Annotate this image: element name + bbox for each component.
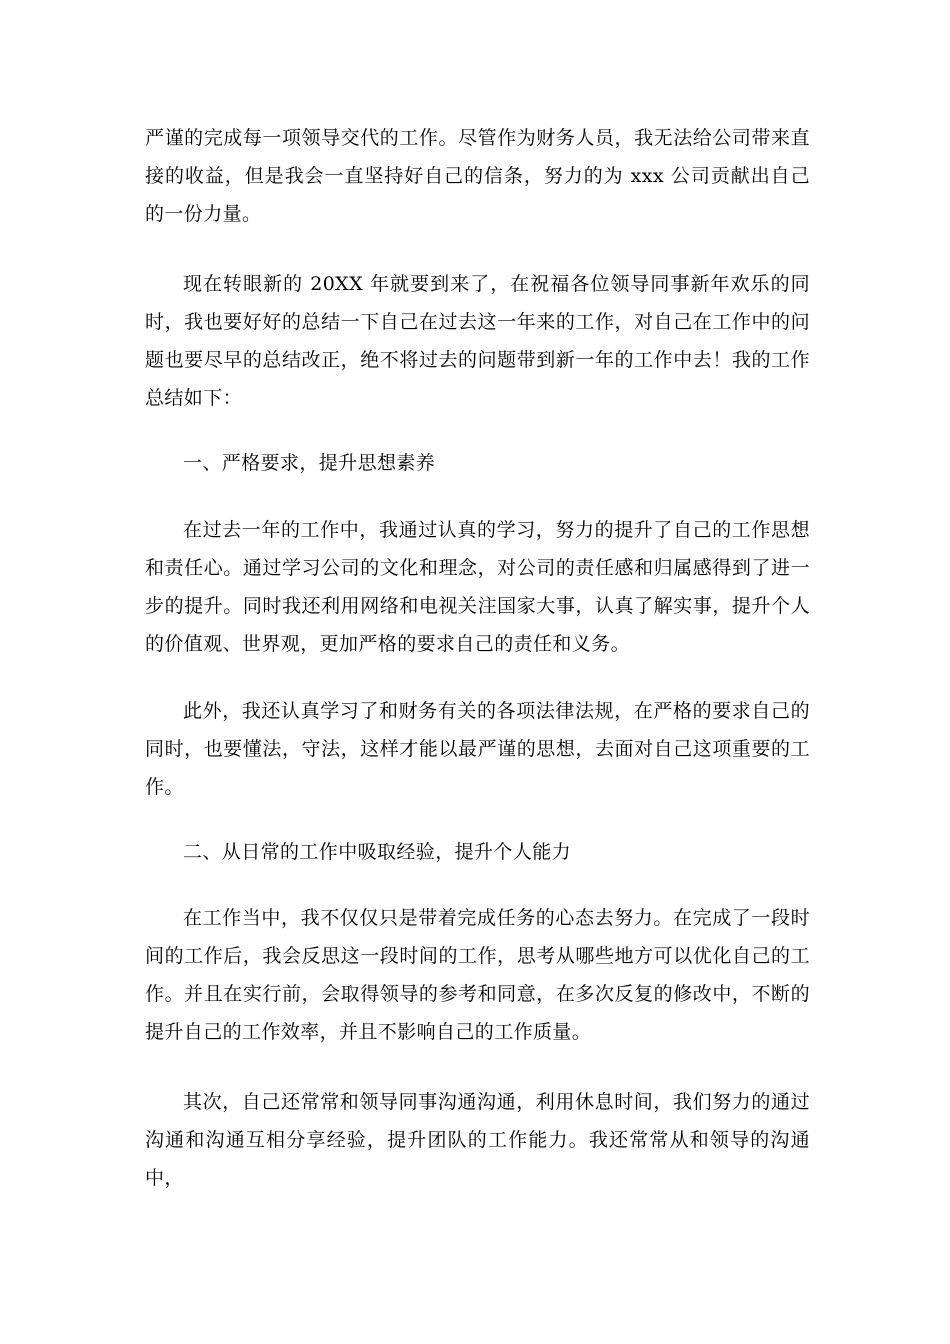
paragraph-continuation: 严谨的完成每一项领导交代的工作。尽管作为财务人员，我无法给公司带来直接的收益，但是我会一直坚持好自己的信条，努力的为 xxx 公司贡献出自己的一份力量。 bbox=[145, 127, 810, 225]
paragraph-intro: 现在转眼新的 20XX 年就要到来了，在祝福各位领导同事新年欢乐的同时，我也要好好的总结一下自己在过去这一年来的工作，对自己在工作中的问题也要尽早的总结改正，绝不将过去的问题带到新一年的工作中去！我的工作总结如下： bbox=[145, 273, 810, 409]
paragraph-communication: 其次，自己还常常和领导同事沟通沟通，利用休息时间，我们努力的通过沟通和沟通互相分享经验，提升团队的工作能力。我还常常从和领导的沟通中， bbox=[145, 1091, 810, 1189]
paragraph-law: 此外，我还认真学习了和财务有关的各项法律法规，在严格的要求自己的同时，也要懂法，守法，这样才能以最严谨的思想，去面对自己这项重要的工作。 bbox=[145, 700, 810, 798]
section-heading-2: 二、从日常的工作中吸取经验，提升个人能力 bbox=[183, 841, 572, 863]
paragraph-work-efficiency: 在工作当中，我不仅仅只是带着完成任务的心态去努力。在完成了一段时间的工作后，我会反思这一段时间的工作，思考从哪些地方可以优化自己的工作。并且在实行前，会取得领导的参考和同意，在多次反复的修改中，不断的提升自己的工作效率，并且不影响自己的工作质量。 bbox=[145, 907, 810, 1043]
section-heading-1: 一、严格要求，提升思想素养 bbox=[183, 452, 436, 474]
paragraph-study: 在过去一年的工作中，我通过认真的学习，努力的提升了自己的工作思想和责任心。通过学习公司的文化和理念，对公司的责任感和归属感得到了进一步的提升。同时我还利用网络和电视关注国家大事，认真了解实事，提升个人的价值观、世界观，更加严格的要求自己的责任和义务。 bbox=[145, 519, 810, 655]
